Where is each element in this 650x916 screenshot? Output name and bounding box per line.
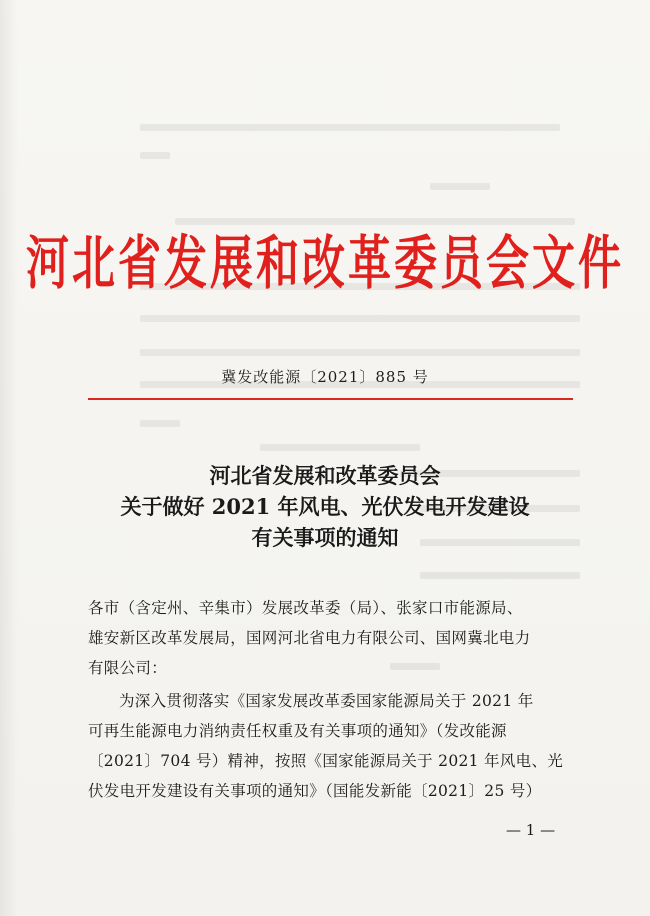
notice-title	[0, 460, 650, 553]
paragraph-line: 伏发电开发建设有关事项的通知》（国能发新能〔2021〕25 号）	[88, 782, 542, 800]
page-number: — 1 —	[506, 821, 556, 839]
paragraph-line: 〔2021〕704 号）精神，按照《国家能源局关于 2021 年风电、光	[88, 752, 564, 770]
scan-margin-shadow	[0, 0, 18, 916]
paragraph-line: 为深入贯彻落实《国家发展改革委国家能源局关于 2021 年	[119, 692, 534, 710]
issuing-authority-header: 河北省发展和改革委员会文件	[26, 230, 624, 298]
addressee-block	[88, 593, 574, 683]
body-paragraph	[88, 686, 574, 806]
paragraph-line: 可再生能源电力消纳责任权重及有关事项的通知》（发改能源	[88, 722, 507, 740]
notice-title-line: 河北省发展和改革委员会	[209, 463, 441, 488]
red-separator-line	[88, 398, 573, 400]
addressee-line: 雄安新区改革发展局，国网河北省电力有限公司、国网冀北电力	[88, 629, 531, 647]
notice-title-line: 有关事项的通知	[251, 525, 399, 550]
addressee-line: 各市（含定州、辛集市）发展改革委（局）、张家口市能源局、	[88, 599, 523, 617]
addressee-line: 有限公司：	[88, 659, 168, 677]
notice-title-line: 关于做好 2021 年风电、光伏发电开发建设	[120, 494, 530, 519]
document-number: 冀发改能源〔2021〕885 号	[221, 368, 429, 386]
